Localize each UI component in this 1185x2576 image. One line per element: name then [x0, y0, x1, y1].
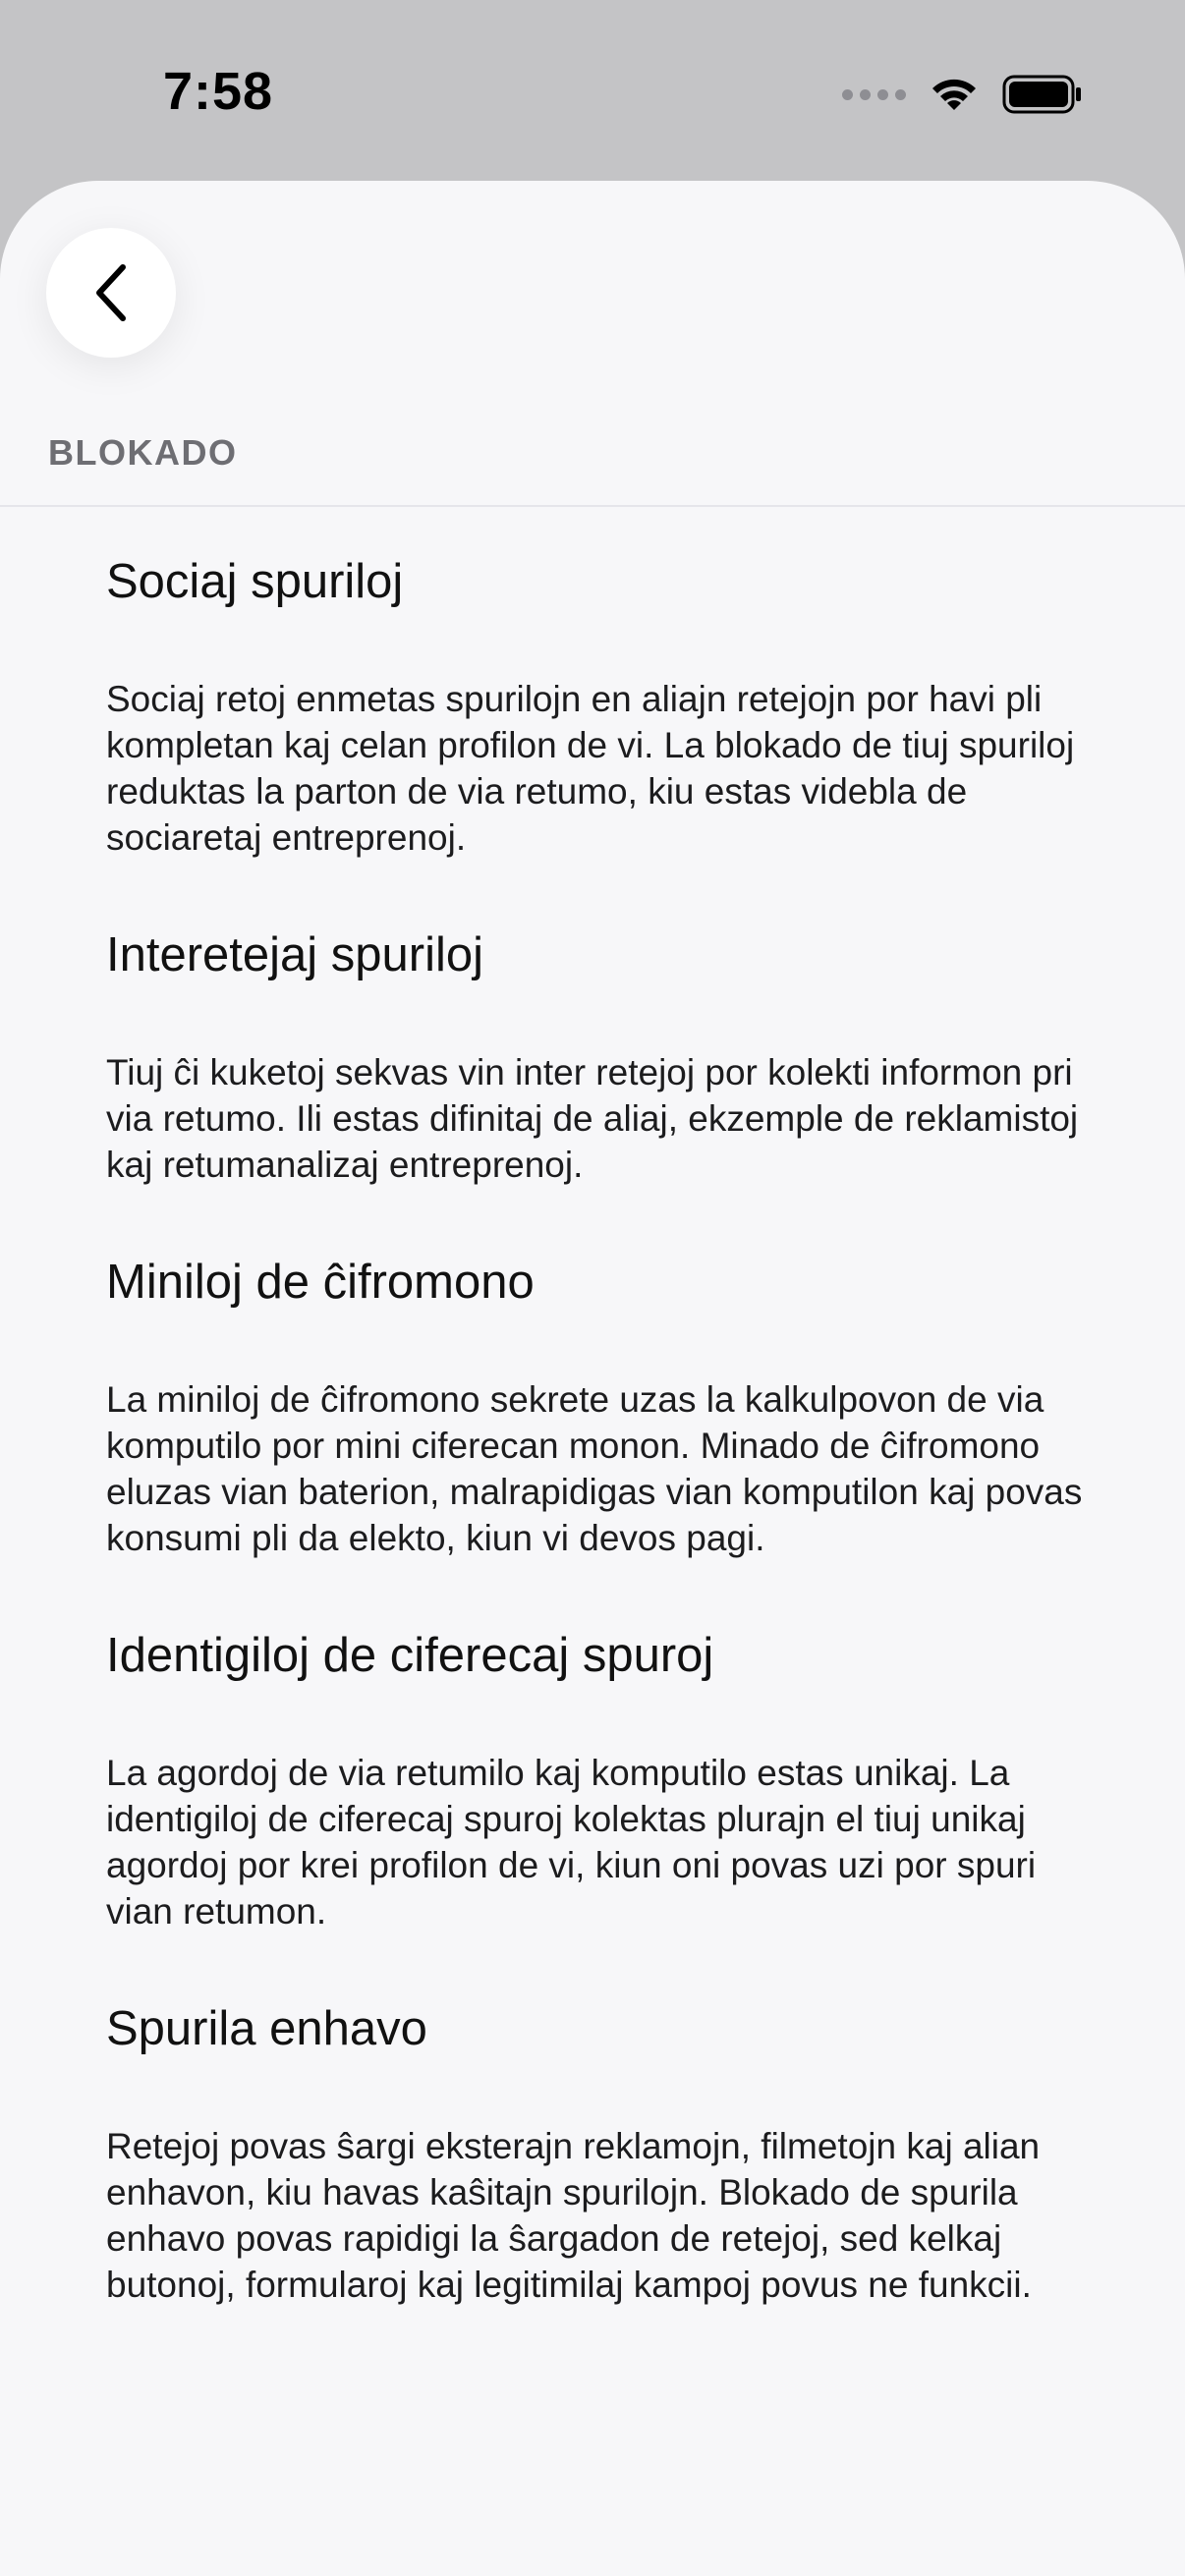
status-time: 7:58 — [163, 62, 274, 121]
section-header: BLOKADO — [48, 432, 238, 473]
status-icons — [842, 75, 1083, 114]
chevron-left-icon — [89, 261, 133, 324]
list-item — [106, 1628, 1089, 1934]
tracker-list — [106, 554, 1089, 2375]
divider — [0, 505, 1185, 507]
cellular-dots-icon — [842, 89, 906, 100]
item-description: Retejoj povas ŝargi eksterajn reklamojn, filmetojn kaj alian enhavon, kiu havas kaŝitajn spurilojn. Blokado de spurila enhavo povas rapidigi la ŝargadon de retejoj, sed kelkaj butonoj, formularoj kaj legitimilaj kampoj povus ne funkcii. — [106, 2126, 1041, 2305]
item-title: Interetejaj spuriloj — [106, 928, 484, 981]
list-item — [106, 927, 1089, 1188]
content-sheet — [0, 181, 1185, 2576]
item-title: Spurila enhavo — [106, 2002, 427, 2055]
item-title: Sociaj spuriloj — [106, 555, 404, 608]
wifi-icon — [930, 77, 979, 112]
item-title: Miniloj de ĉifromono — [106, 1256, 535, 1309]
list-item — [106, 2001, 1089, 2308]
item-description: Tiuj ĉi kuketoj sekvas vin inter retejoj por kolekti informon pri via retumo. Ili estas difinitaj de aliaj, ekzemple de reklamistoj kaj retumanalizaj entreprenoj. — [106, 1052, 1079, 1185]
item-description: Sociaj retoj enmetas spurilojn en aliajn retejojn por havi pli kompletan kaj celan profilon de vi. La blokado de tiuj spuriloj reduktas la parton de via retumo, kiu estas videbla de sociaretaj entreprenoj. — [106, 679, 1075, 858]
status-bar — [0, 0, 1185, 183]
list-item — [106, 1255, 1089, 1561]
item-description: La miniloj de ĉifromono sekrete uzas la kalkulpovon de via komputilo por mini ciferecan monon. Minado de ĉifromono eluzas vian baterion, malrapidigas vian komputilon kaj povas konsumi pli da elekto, kiun vi devos pagi. — [106, 1379, 1083, 1558]
item-title: Identigiloj de ciferecaj spuroj — [106, 1629, 714, 1682]
battery-icon — [1002, 75, 1083, 114]
item-description: La agordoj de via retumilo kaj komputilo estas unikaj. La identigiloj de ciferecaj spuroj kolektas plurajn el tiuj unikaj agordoj por krei profilon de vi, kiun oni povas uzi por spuri vian retumon. — [106, 1753, 1037, 1932]
list-item — [106, 554, 1089, 861]
back-button[interactable] — [46, 228, 176, 358]
